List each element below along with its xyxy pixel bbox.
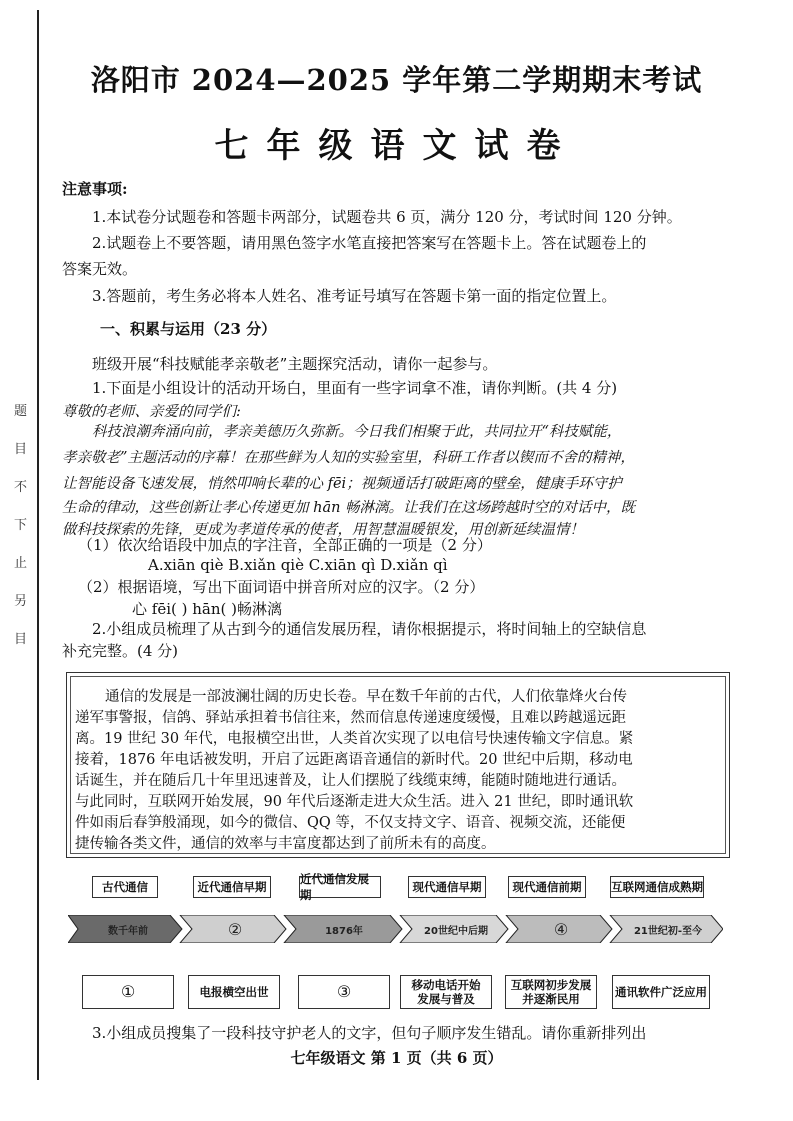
passage-line: 捷传输各类文件，通信的效率与丰富度都达到了前所未有的高度。 bbox=[75, 836, 496, 852]
passage-line: 话诞生，并在随后几十年里迅速普及，让人们摆脱了线缆束缚，能随时随地进行通话。 bbox=[75, 773, 626, 789]
question-2-stem: 2.小组成员梳理了从古到今的通信发展历程，请你根据提示，将时间轴上的空缺信息 bbox=[92, 620, 647, 638]
speech-line: 让智能设备飞速发展，悄然叩响长辈的心 fēi；视频通话打破距离的壁垒，健康手环守护 bbox=[62, 476, 622, 492]
timeline-blank-3: ③ bbox=[298, 975, 390, 1009]
notice-item-3: 3.答题前，考生务必将本人姓名、准考证号填写在答题卡第一面的指定位置上。 bbox=[92, 287, 617, 305]
timeline-blank-4: ④ bbox=[553, 919, 569, 939]
margin-char: 目 bbox=[14, 632, 28, 647]
timeline-time-label: 1876年 bbox=[325, 925, 363, 937]
exam-title: 洛阳市 2024—2025 学年第二学期期末考试 bbox=[90, 63, 703, 97]
timeline-time-label: 21世纪初-至今 bbox=[633, 925, 703, 937]
timeline-event: 互联网初步发展 并逐渐民用 bbox=[505, 975, 597, 1009]
timeline-event: 电报横空出世 bbox=[188, 975, 280, 1009]
margin-char: 止 bbox=[14, 556, 28, 571]
timeline-era: 古代通信 bbox=[92, 876, 158, 898]
timeline-era: 现代通信早期 bbox=[408, 876, 486, 898]
question-1-options: A.xiān qiè B.xiǎn qiè C.xiān qì D.xiǎn qì bbox=[148, 556, 448, 574]
timeline-era: 现代通信前期 bbox=[508, 876, 586, 898]
activity-intro: 班级开展“科技赋能孝亲敬老”主题探究活动，请你一起参与。 bbox=[92, 355, 498, 373]
notice-heading: 注意事项: bbox=[62, 180, 128, 198]
page-footer: 七年级语文 第 1 页（共 6 页） bbox=[290, 1049, 503, 1067]
timeline-event: 通讯软件广泛应用 bbox=[612, 975, 710, 1009]
question-1-sub-1: （1）依次给语段中加点的字注音，全部正确的一项是（2 分） bbox=[78, 536, 492, 554]
question-1-sub-2: （2）根据语境，写出下面词语中拼音所对应的汉字。（2 分） bbox=[78, 578, 485, 596]
timeline-era: 近代通信早期 bbox=[193, 876, 271, 898]
exam-subtitle: 七年级语文试卷 bbox=[214, 126, 579, 166]
question-1-blanks: 心 fēi( ) hān( )畅淋漓 bbox=[132, 600, 282, 618]
passage-line: 递军事警报，信鸽、驿站承担着书信往来，然而信息传递速度缓慢，且难以跨越遥远距 bbox=[75, 710, 626, 726]
passage-line: 件如雨后春笋般涌现，如今的微信、QQ 等，不仅支持文字、语音、视频交流，还能便 bbox=[75, 815, 626, 831]
margin-char: 目 bbox=[14, 442, 28, 457]
timeline-event: 移动电话开始 发展与普及 bbox=[400, 975, 492, 1009]
timeline-time-label: 数千年前 bbox=[108, 925, 148, 937]
notice-item-2: 2.试题卷上不要答题，请用黑色签字水笔直接把答案写在答题卡上。答在试题卷上的 bbox=[92, 234, 647, 252]
timeline-era: 近代通信发展期 bbox=[299, 876, 381, 898]
passage-box bbox=[66, 672, 730, 858]
passage-line: 通信的发展是一部波澜壮阔的历史长卷。早在数千年前的古代，人们依靠烽火台传 bbox=[105, 689, 627, 705]
passage-line: 接着，1876 年电话被发明，开启了远距离语音通信的新时代。20 世纪中后期，移动电 bbox=[75, 752, 633, 768]
timeline-blank-2: ② bbox=[227, 919, 243, 939]
question-3-stem: 3.小组成员搜集了一段科技守护老人的文字，但句子顺序发生错乱。请你重新排列出 bbox=[92, 1024, 647, 1042]
timeline-era: 互联网通信成熟期 bbox=[610, 876, 704, 898]
margin-char: 下 bbox=[14, 518, 28, 533]
passage-line: 与此同时，互联网开始发展，90 年代后逐渐走进大众生活。进入 21 世纪，即时通讯软 bbox=[75, 794, 634, 810]
notice-item-2-cont: 答案无效。 bbox=[62, 260, 138, 278]
speech-line: 尊敬的老师、亲爱的同学们: bbox=[62, 404, 241, 420]
margin-char: 不 bbox=[14, 480, 28, 495]
section-heading: 一、积累与运用（23 分） bbox=[100, 320, 277, 338]
speech-line: 孝亲敬老”主题活动的序幕！在那些鲜为人知的实验室里，科研工作者以锲而不舍的精神， bbox=[62, 450, 635, 466]
speech-line: 生命的律动，这些创新让孝心传递更加 hān 畅淋漓。让我们在这场跨越时空的对话中，既 bbox=[62, 500, 636, 516]
speech-line: 科技浪潮奔涌向前，孝亲美德历久弥新。今日我们相聚于此，共同拉开“科技赋能， bbox=[92, 424, 622, 440]
margin-char: 题 bbox=[14, 404, 28, 419]
timeline-blank-1: ① bbox=[82, 975, 174, 1009]
notice-item-1: 1.本试卷分试题卷和答题卡两部分，试题卷共 6 页，满分 120 分，考试时间 120 分钟。 bbox=[92, 208, 682, 226]
passage-line: 离。19 世纪 30 年代，电报横空出世，人类首次实现了以电信号快速传输文字信息。紧 bbox=[75, 731, 634, 747]
question-1-stem: 1.下面是小组设计的活动开场白，里面有一些字词拿不准，请你判断。(共 4 分) bbox=[92, 379, 618, 397]
margin-char: 另 bbox=[14, 594, 28, 609]
timeline-arrow-band bbox=[68, 915, 723, 943]
speech-line: 做科技探索的先锋，更成为孝道传承的使者，用智慧温暖银发，用创新延续温情！ bbox=[62, 522, 584, 538]
timeline-time-label: 20世纪中后期 bbox=[424, 925, 488, 937]
binding-line bbox=[37, 10, 39, 1080]
question-2-stem-cont: 补充完整。(4 分) bbox=[62, 642, 179, 660]
